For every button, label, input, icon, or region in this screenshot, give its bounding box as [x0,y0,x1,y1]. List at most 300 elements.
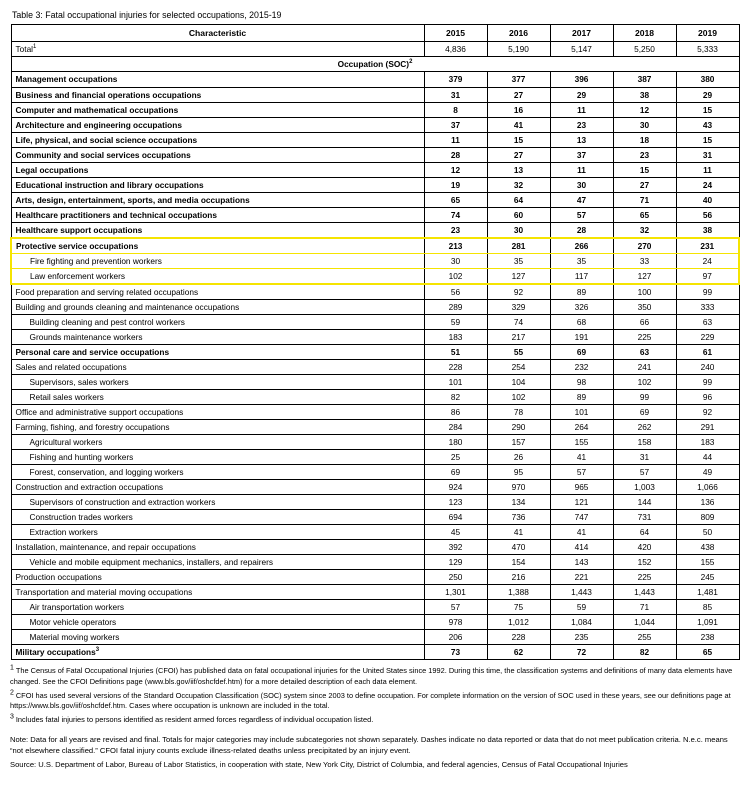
row-value: 157 [487,434,550,449]
row-value: 5,147 [550,42,613,57]
row-value: 270 [613,238,676,254]
row-value: 965 [550,479,613,494]
fatal-injuries-table [10,24,740,660]
row-value: 37 [424,117,487,132]
row-value: 255 [613,630,676,645]
row-value: 97 [676,268,739,284]
row-value: 65 [676,645,739,660]
row-value: 329 [487,299,550,314]
table-body [11,42,739,660]
row-label: Food preparation and serving related occupations [11,284,424,300]
footnote-marker: 2 [10,689,16,697]
table-row [11,434,739,449]
table-note: Note: Data for all years are revised and final. Totals for major categories may include subcategories not shown separately. Dashes indicate no data reported or data that do not meet publication criteria. N.e.c. means “not elsewhere classified.” CFOI fatal injury counts exclude illness-related deaths unless precipitated by an injury event. [10,734,728,756]
row-value: 31 [424,87,487,102]
row-label: Arts, design, entertainment, sports, and media occupations [11,192,424,207]
row-label: Building cleaning and pest control workers [11,314,424,329]
row-value: 95 [487,464,550,479]
row-value: 266 [550,238,613,254]
row-value: 129 [424,554,487,569]
footnote: 2 CFOI has used several versions of the Standard Occupation Classification (SOC) system since 2003 to define occupation. For complete information on the version of SOC used in these years, see our definitions page at https://www.bls.gov/iif/oshcfdef.htm. Cases where occupation is unknown are included in the total. [10,689,731,711]
row-value: 63 [613,344,676,359]
row-value: 379 [424,72,487,87]
table-row [11,449,739,464]
row-value: 1,388 [487,585,550,600]
row-value: 213 [424,238,487,254]
row-value: 86 [424,404,487,419]
row-value: 41 [487,117,550,132]
table-source: Source: U.S. Department of Labor, Bureau of Labor Statistics, in cooperation with state, New York City, District of Columbia, and federal agencies, Census of Fatal Occupational Injuries [10,759,628,769]
row-label: Fishing and hunting workers [11,449,424,464]
row-value: 216 [487,570,550,585]
row-value: 72 [550,645,613,660]
row-value: 44 [676,449,739,464]
row-value: 15 [676,132,739,147]
row-value: 92 [676,404,739,419]
row-value: 56 [676,207,739,222]
row-value: 102 [487,389,550,404]
table-row [11,524,739,539]
row-value: 23 [424,222,487,238]
row-value: 102 [424,268,487,284]
row-value: 30 [487,222,550,238]
row-value: 56 [424,284,487,300]
footnote-marker: 1 [10,664,16,672]
row-value: 100 [613,284,676,300]
row-value: 32 [487,177,550,192]
row-value: 75 [487,600,550,615]
table-row [11,539,739,554]
table-row [11,479,739,494]
row-value: 291 [676,419,739,434]
row-label: Community and social services occupations [11,147,424,162]
row-value: 73 [424,645,487,660]
row-value: 38 [676,222,739,238]
row-value: 970 [487,479,550,494]
row-label: Supervisors of construction and extraction workers [11,494,424,509]
footnotes [10,666,739,726]
row-value: 5,250 [613,42,676,57]
row-value: 40 [676,192,739,207]
row-value: 206 [424,630,487,645]
row-value: 225 [613,570,676,585]
row-value: 59 [424,314,487,329]
row-value: 50 [676,524,739,539]
row-value: 136 [676,494,739,509]
row-value: 85 [676,600,739,615]
row-label: Computer and mathematical occupations [11,102,424,117]
row-value: 99 [613,389,676,404]
row-value: 62 [487,645,550,660]
row-label: Military occupations$^3$ [11,645,424,660]
row-label: Sales and related occupations [11,359,424,374]
row-value: 24 [676,177,739,192]
row-value: 23 [613,147,676,162]
row-value: 380 [676,72,739,87]
row-value: 250 [424,570,487,585]
row-value: 978 [424,615,487,630]
row-label: Transportation and material moving occupations [11,585,424,600]
row-value: 1,443 [613,585,676,600]
row-value: 37 [550,147,613,162]
row-value: 238 [676,630,739,645]
row-value: 470 [487,539,550,554]
row-value: 92 [487,284,550,300]
column-header-2017: 2017 [550,25,613,42]
row-value: 180 [424,434,487,449]
row-value: 65 [613,207,676,222]
row-value: 731 [613,509,676,524]
table-row [11,299,739,314]
row-value: 74 [424,207,487,222]
table-row [11,162,739,177]
row-value: 38 [613,87,676,102]
row-label: Personal care and service occupations [11,344,424,359]
row-label: Extraction workers [11,524,424,539]
row-value: 232 [550,359,613,374]
row-label: Motor vehicle operators [11,615,424,630]
row-value: 333 [676,299,739,314]
row-value: 183 [424,329,487,344]
row-value: 23 [550,117,613,132]
row-label: Healthcare support occupations [11,222,424,238]
row-value: 64 [613,524,676,539]
table-row [11,615,739,630]
row-value: 117 [550,268,613,284]
footnote: 3 Includes fatal injuries to persons identified as resident armed forces regardless of individual occupation listed. [10,713,374,725]
row-value: 78 [487,404,550,419]
table-row [11,72,739,87]
row-value: 65 [424,192,487,207]
row-value: 154 [487,554,550,569]
table-row [11,600,739,615]
row-value: 264 [550,419,613,434]
row-value: 35 [487,253,550,268]
row-value: 66 [613,314,676,329]
row-value: 68 [550,314,613,329]
row-label: Management occupations [11,72,424,87]
row-value: 31 [613,449,676,464]
row-value: 809 [676,509,739,524]
table-row [11,314,739,329]
row-value: 228 [487,630,550,645]
row-value: 240 [676,359,739,374]
table-row [11,645,739,660]
row-value: 254 [487,359,550,374]
row-label: Building and grounds cleaning and maintenance occupations [11,299,424,314]
row-value: 414 [550,539,613,554]
row-value: 24 [676,253,739,268]
row-label: Life, physical, and social science occupations [11,132,424,147]
row-value: 155 [550,434,613,449]
row-value: 29 [550,87,613,102]
row-value: 19 [424,177,487,192]
row-label: Fire fighting and prevention workers [11,253,424,268]
row-value: 47 [550,192,613,207]
row-value: 158 [613,434,676,449]
row-value: 74 [487,314,550,329]
row-value: 284 [424,419,487,434]
row-value: 1,044 [613,615,676,630]
row-value: 1,481 [676,585,739,600]
table-row [11,554,739,569]
row-value: 144 [613,494,676,509]
row-value: 11 [424,132,487,147]
row-value: 11 [550,162,613,177]
row-value: 155 [676,554,739,569]
row-value: 41 [487,524,550,539]
column-header-characteristic: Characteristic [11,25,424,42]
row-value: 55 [487,344,550,359]
row-label: Protective service occupations [11,238,424,254]
row-value: 123 [424,494,487,509]
row-value: 27 [487,87,550,102]
row-value: 15 [613,162,676,177]
row-label: Construction trades workers [11,509,424,524]
row-label: Retail sales workers [11,389,424,404]
row-value: 27 [487,147,550,162]
row-value: 29 [676,87,739,102]
table-row [11,207,739,222]
row-value: 127 [613,268,676,284]
row-value: 326 [550,299,613,314]
row-value: 241 [613,359,676,374]
table-row [11,329,739,344]
row-value: 143 [550,554,613,569]
row-value: 183 [676,434,739,449]
row-label: Business and financial operations occupations [11,87,424,102]
row-value: 30 [613,117,676,132]
row-label: Total$^1$ [11,42,424,57]
row-value: 5,190 [487,42,550,57]
row-value: 387 [613,72,676,87]
row-value: 396 [550,72,613,87]
row-label: Grounds maintenance workers [11,329,424,344]
table-row [11,464,739,479]
footnote-ref: 3 [95,647,100,654]
row-value: 1,443 [550,585,613,600]
row-value: 28 [550,222,613,238]
row-value: 262 [613,419,676,434]
row-value: 69 [424,464,487,479]
row-value: 99 [676,284,739,300]
row-value: 229 [676,329,739,344]
row-value: 98 [550,374,613,389]
row-value: 290 [487,419,550,434]
table-row [11,630,739,645]
row-value: 12 [424,162,487,177]
row-value: 152 [613,554,676,569]
row-value: 63 [676,314,739,329]
row-value: 121 [550,494,613,509]
row-value: 64 [487,192,550,207]
row-value: 12 [613,102,676,117]
row-value: 71 [613,192,676,207]
row-value: 127 [487,268,550,284]
row-value: 16 [487,102,550,117]
table-row [11,222,739,238]
row-value: 392 [424,539,487,554]
row-value: 1,012 [487,615,550,630]
row-value: 15 [487,132,550,147]
table-row [11,132,739,147]
row-value: 350 [613,299,676,314]
column-header-2019: 2019 [676,25,739,42]
row-value: 11 [676,162,739,177]
table-row [11,359,739,374]
row-value: 1,066 [676,479,739,494]
row-value: 35 [550,253,613,268]
row-value: 41 [550,449,613,464]
row-value: 289 [424,299,487,314]
table-header [11,25,739,42]
table-row [11,117,739,132]
table-caption: Table 3: Fatal occupational injuries for selected occupations, 2015-19 [12,10,282,20]
table-row [11,268,739,284]
row-label: Healthcare practitioners and technical occupations [11,207,424,222]
row-value: 5,333 [676,42,739,57]
table-row [11,404,739,419]
row-value: 134 [487,494,550,509]
row-label: Farming, fishing, and forestry occupations [11,419,424,434]
row-value: 101 [424,374,487,389]
row-value: 924 [424,479,487,494]
row-label: Legal occupations [11,162,424,177]
row-value: 57 [550,207,613,222]
row-value: 13 [487,162,550,177]
row-value: 245 [676,570,739,585]
footnote: 1 The Census of Fatal Occupational Injuries (CFOI) has published data on fatal occupational injuries for the United States since 1992. During this time, the classification systems and definitions of many data elements have changed. See the CFOI Definitions page (www.bls.gov/iif/oshcfdef.htm) for a more detailed description of each data element. [10,664,733,686]
row-value: 57 [424,600,487,615]
row-value: 89 [550,284,613,300]
table-row [11,509,739,524]
row-value: 30 [424,253,487,268]
row-value: 15 [676,102,739,117]
row-label: Material moving workers [11,630,424,645]
row-value: 8 [424,102,487,117]
row-value: 438 [676,539,739,554]
row-value: 18 [613,132,676,147]
row-value: 71 [613,600,676,615]
table-row [11,102,739,117]
row-value: 694 [424,509,487,524]
row-label: Law enforcement workers [11,268,424,284]
row-value: 30 [550,177,613,192]
row-value: 57 [613,464,676,479]
table-row [11,585,739,600]
row-value: 25 [424,449,487,464]
row-value: 43 [676,117,739,132]
row-value: 13 [550,132,613,147]
row-value: 96 [676,389,739,404]
row-value: 60 [487,207,550,222]
footnote-ref: 1 [33,44,37,51]
row-value: 45 [424,524,487,539]
table-row-total [11,42,739,57]
table-row [11,192,739,207]
row-value: 51 [424,344,487,359]
row-value: 61 [676,344,739,359]
table-row [11,570,739,585]
table-header-row [11,25,739,42]
row-value: 235 [550,630,613,645]
row-value: 32 [613,222,676,238]
row-value: 82 [424,389,487,404]
row-value: 1,084 [550,615,613,630]
row-value: 228 [424,359,487,374]
row-value: 217 [487,329,550,344]
row-label: Supervisors, sales workers [11,374,424,389]
row-value: 191 [550,329,613,344]
row-value: 99 [676,374,739,389]
section-header-label: Occupation (SOC)$^2$ [11,57,739,72]
row-value: 101 [550,404,613,419]
row-value: 33 [613,253,676,268]
row-value: 1,003 [613,479,676,494]
row-label: Architecture and engineering occupations [11,117,424,132]
row-value: 736 [487,509,550,524]
row-value: 102 [613,374,676,389]
table-row [11,253,739,268]
table-row [11,147,739,162]
row-value: 27 [613,177,676,192]
row-value: 4,836 [424,42,487,57]
table-row [11,419,739,434]
row-value: 221 [550,570,613,585]
table-row [11,374,739,389]
row-label: Air transportation workers [11,600,424,615]
row-label: Forest, conservation, and logging workers [11,464,424,479]
row-value: 26 [487,449,550,464]
table-section-header-row [11,57,739,72]
row-value: 377 [487,72,550,87]
table-row [11,238,739,254]
row-value: 82 [613,645,676,660]
row-value: 1,301 [424,585,487,600]
row-value: 1,091 [676,615,739,630]
row-value: 28 [424,147,487,162]
column-header-2016: 2016 [487,25,550,42]
table-row [11,344,739,359]
row-label: Educational instruction and library occupations [11,177,424,192]
note-block [10,734,739,770]
footnote-marker: 3 [10,713,16,721]
table-row [11,177,739,192]
row-value: 11 [550,102,613,117]
row-value: 49 [676,464,739,479]
row-value: 69 [550,344,613,359]
row-label: Construction and extraction occupations [11,479,424,494]
table-row [11,87,739,102]
row-value: 41 [550,524,613,539]
column-header-2018: 2018 [613,25,676,42]
table-row [11,284,739,300]
row-value: 225 [613,329,676,344]
row-value: 57 [550,464,613,479]
row-value: 281 [487,238,550,254]
row-value: 89 [550,389,613,404]
row-label: Agricultural workers [11,434,424,449]
row-label: Production occupations [11,570,424,585]
table-row [11,389,739,404]
row-value: 59 [550,600,613,615]
row-value: 231 [676,238,739,254]
row-value: 104 [487,374,550,389]
row-value: 69 [613,404,676,419]
row-label: Vehicle and mobile equipment mechanics, installers, and repairers [11,554,424,569]
row-value: 747 [550,509,613,524]
row-value: 31 [676,147,739,162]
